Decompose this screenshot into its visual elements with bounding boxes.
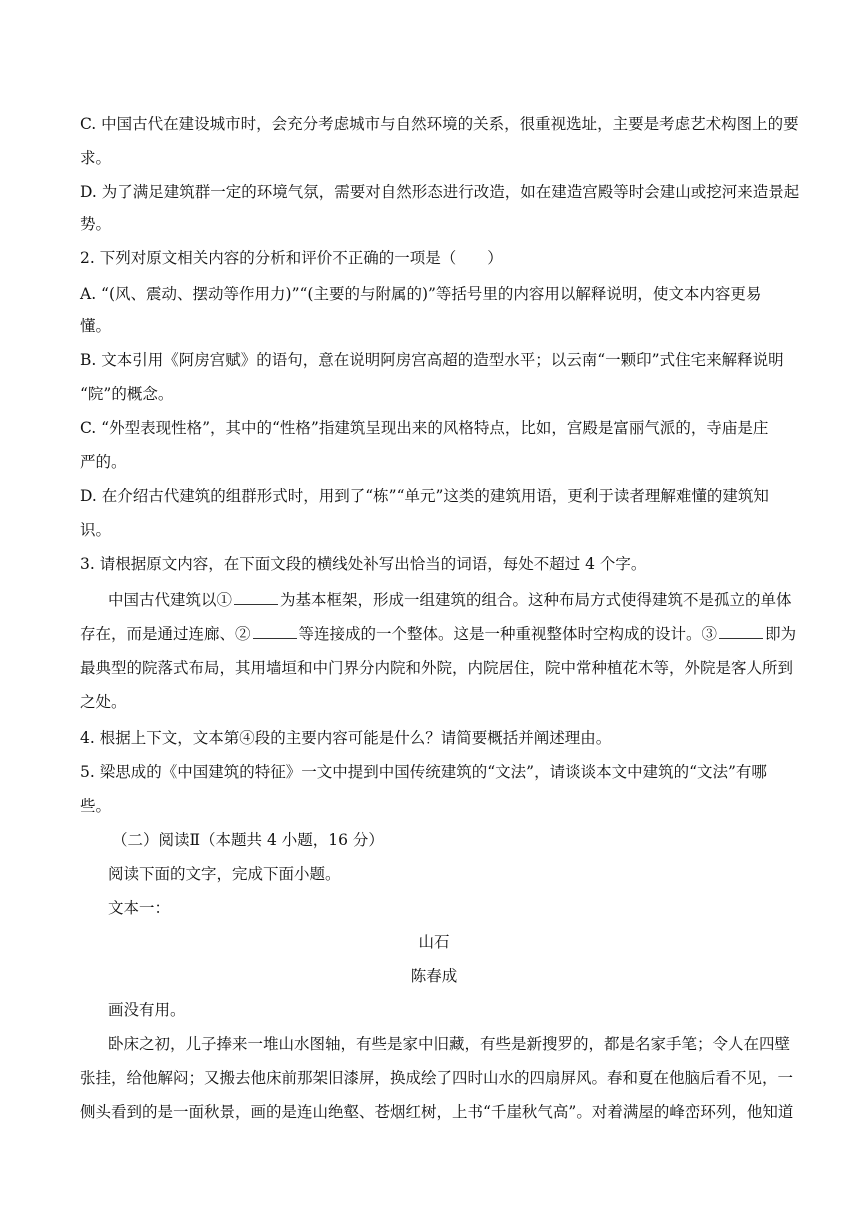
q5-stem-line2: 些。 <box>80 797 112 815</box>
q2-option-a-line1: A. “(风、震动、摆动等作用力)”“(主要的与附属的)”等括号里的内容用以解释说明，使文本内容更易 <box>80 285 762 303</box>
reading-instruction: 阅读下面的文字，完成下面小题。 <box>108 865 341 883</box>
q5-stem-line1: 5. 梁思成的《中国建筑的特征》一文中提到中国传统建筑的“文法”，请谈谈本文中建筑的“文法”有哪 <box>80 763 767 781</box>
q2-option-a-line2: 懂。 <box>80 317 112 335</box>
section-header: （二）阅读Ⅱ（本题共 4 小题，16 分） <box>112 831 384 849</box>
q3-passage-text: 为基本框架，形成一组建筑的组合。这种布局方式使得建筑不是孤立的单体 <box>280 591 792 609</box>
story-author: 陈春成 <box>410 967 458 985</box>
fill-blank-1[interactable] <box>234 590 278 605</box>
q2-option-b-line2: “院”的概念。 <box>80 385 174 403</box>
q2-stem: 2. 下列对原文相关内容的分析和评价不正确的一项是（ ） <box>80 249 503 267</box>
q3-passage-line3: 最典型的院落式布局，其用墙垣和中门界分内院和外院，内院居住，院中常种植花木等，外院是客人所到 <box>80 659 794 677</box>
q2-option-d-line1: D. 在介绍古代建筑的组群形式时，用到了“栋”“单元”这类的建筑用语，更利于读者理解难懂的建筑知 <box>80 487 769 505</box>
story-title: 山石 <box>418 933 450 951</box>
text-label: 文本一： <box>108 899 171 917</box>
q3-passage-text: 即为 <box>765 625 797 643</box>
blank-marker-1: ① <box>216 591 233 609</box>
q1-option-d-line1: D. 为了满足建筑群一定的环境气氛，需要对自然形态进行改造，如在建造宫殿等时会建山或挖河来造景起 <box>80 183 800 201</box>
story-paragraph-1: 画没有用。 <box>108 1001 186 1019</box>
fill-blank-3[interactable] <box>719 624 763 639</box>
q3-passage-text: 存在，而是通过连廊、 <box>80 625 236 643</box>
q1-option-c-line1: C. 中国古代在建设城市时，会充分考虑城市与自然环境的关系，很重视选址，主要是考虑艺术构图上的要 <box>80 115 799 133</box>
q3-passage-text: 中国古代建筑以 <box>108 591 217 609</box>
q2-option-c-line1: C. “外型表现性格”，其中的“性格”指建筑呈现出来的风格特点，比如，宫殿是富丽气派的，寺庙是庄 <box>80 419 769 437</box>
q3-stem: 3. 请根据原文内容，在下面文段的横线处补写出恰当的词语，每处不超过 4 个字。 <box>80 555 647 573</box>
q2-option-b-line1: B. 文本引用《阿房宫赋》的语句，意在说明阿房宫高超的造型水平；以云南“一颗印”式住宅来解释说明 <box>80 351 784 369</box>
q1-option-c-line2: 求。 <box>80 149 112 167</box>
q3-passage-line2 <box>80 624 796 644</box>
story-paragraph-2-line1: 卧床之初，儿子捧来一堆山水图轴，有些是家中旧藏，有些是新搜罗的，都是名家手笔；令人在四壁 <box>108 1035 791 1053</box>
blank-marker-3: ③ <box>701 625 718 643</box>
q3-passage-text: 等连接成的一个整体。这是一种重视整体时空构成的设计。 <box>298 625 702 643</box>
q3-passage-line1 <box>108 590 792 610</box>
q2-option-d-line2: 识。 <box>80 521 112 539</box>
story-paragraph-2-line3: 侧头看到的是一面秋景，画的是连山绝壑、苍烟红树，上书“千崖秋气高”。对着满屋的峰峦环列，他知道 <box>80 1103 794 1121</box>
q4-stem: 4. 根据上下文，文本第④段的主要内容可能是什么？请简要概括并阐述理由。 <box>80 729 612 747</box>
q3-passage-line4: 之处。 <box>80 693 127 711</box>
story-paragraph-2-line2: 张挂，给他解闷；又搬去他床前那架旧漆屏，换成绘了四时山水的四扇屏风。春和夏在他脑后看不见，一 <box>80 1069 794 1087</box>
fill-blank-2[interactable] <box>253 624 297 639</box>
q1-option-d-line2: 势。 <box>80 215 112 233</box>
q2-option-c-line2: 严的。 <box>80 453 127 471</box>
blank-marker-2: ② <box>235 625 251 643</box>
